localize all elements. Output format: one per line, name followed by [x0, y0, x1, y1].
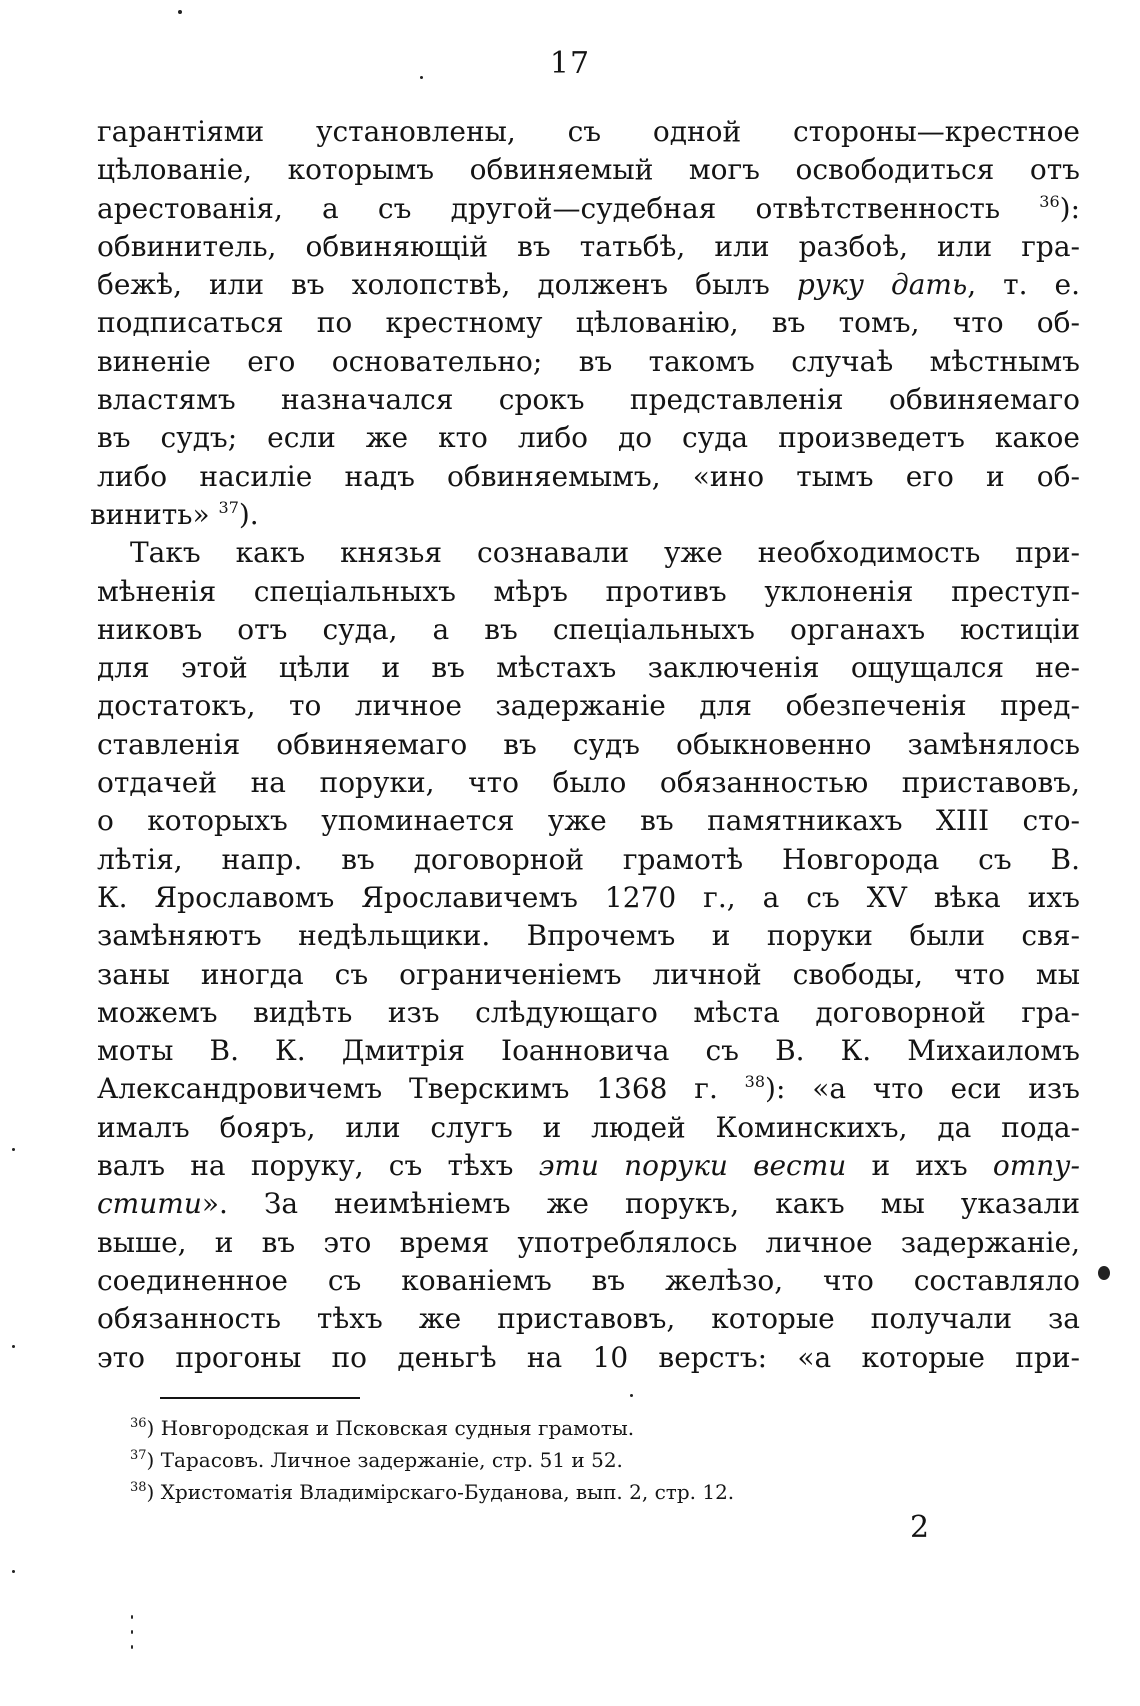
text-line	[97, 266, 1080, 304]
text-line	[97, 687, 1080, 725]
text-run: моты В. К. Дмитрія Іоанновича съ В. К. Михаиломъ	[97, 1034, 1080, 1068]
text-run: валъ на поруку, съ тѣхъ	[97, 1149, 539, 1183]
footnote-rule	[160, 1397, 360, 1399]
text-run: виненіе его основательно; въ такомъ случаѣ мѣстнымъ	[97, 344, 1080, 378]
footnote-ref: 37	[218, 497, 239, 517]
text-run: мѣненія спеціальныхъ мѣръ противъ уклоненія преступ-	[97, 574, 1080, 608]
text-line	[97, 917, 1080, 955]
page-number: 17	[549, 46, 591, 81]
text-line	[97, 841, 1080, 879]
text-run: отдачей на поруки, что было обязанностью приставовъ,	[97, 766, 1080, 800]
footnote-mark: 38	[130, 1480, 147, 1495]
footnote-ref: 38	[744, 1072, 766, 1092]
text-run: либо насиліе надъ обвиняемымъ, «ино тымъ его и об-	[97, 459, 1080, 493]
text-run: ималъ бояръ, или слугъ и людей Коминскихъ, да пода-	[97, 1110, 1080, 1144]
scan-speck	[12, 1345, 15, 1348]
scan-speck	[131, 1630, 133, 1634]
text-line	[97, 304, 1080, 342]
text-run: о которыхъ упоминается уже въ памятникахъ XIII сто-	[97, 804, 1080, 838]
footnote	[130, 1444, 990, 1476]
text-line	[97, 764, 1080, 802]
emphasis: отпу-	[992, 1149, 1080, 1183]
text-line	[97, 1185, 1080, 1223]
text-run: подписаться по крестному цѣлованію, въ томъ, что об-	[97, 306, 1080, 340]
footnote	[130, 1476, 990, 1508]
text-run: цѣлованіе, которымъ обвиняемый могъ освободиться отъ	[97, 153, 1080, 187]
scan-speck	[131, 1615, 133, 1619]
scan-speck	[131, 1645, 133, 1649]
text-line	[97, 726, 1080, 764]
scan-speck	[630, 1394, 633, 1397]
footnote-ref: 36	[1039, 191, 1060, 211]
text-run: бежѣ, или въ холопствѣ, долженъ былъ	[97, 268, 797, 302]
text-run: ).	[238, 497, 259, 531]
text-run: обвинитель, обвиняющій въ татьбѣ, или разбоѣ, или гра-	[97, 229, 1080, 263]
text-run: обязанность тѣхъ же приставовъ, которые получали за	[97, 1302, 1080, 1336]
text-line	[97, 1262, 1080, 1300]
text-line	[97, 190, 1080, 228]
scan-speck	[1098, 1266, 1110, 1280]
text-run: это прогоны по деньгѣ на 10 верстъ: «а которые при-	[97, 1340, 1080, 1374]
text-line	[97, 534, 1080, 572]
text-run: ): «а что еси изъ	[765, 1072, 1080, 1106]
text-line	[97, 1300, 1080, 1338]
text-line	[97, 994, 1080, 1032]
text-line	[97, 458, 1080, 496]
footnote-mark: 36	[130, 1416, 147, 1431]
text-run: , т. е.	[967, 268, 1080, 302]
text-line	[97, 1070, 1080, 1108]
text-line	[97, 573, 1080, 611]
footnote-text: ) Новгородская и Псковская судныя грамоты.	[146, 1416, 635, 1440]
text-run: можемъ видѣть изъ слѣдующаго мѣста договорной гра-	[97, 995, 1080, 1029]
text-line	[97, 956, 1080, 994]
text-run: ». За неимѣніемъ же порукъ, какъ мы указали	[201, 1187, 1080, 1221]
text-run: арестованія, а съ другой—судебная отвѣтственность	[97, 191, 1040, 225]
text-line	[97, 1339, 1080, 1377]
footnote	[130, 1412, 990, 1444]
signature-mark: 2	[910, 1510, 930, 1545]
text-run: достатокъ, то личное задержаніе для обезпеченія пред-	[97, 689, 1080, 723]
emphasis: стити	[97, 1187, 202, 1221]
text-run: К. Ярославомъ Ярославичемъ 1270 г., а съ XV вѣка ихъ	[97, 880, 1080, 914]
scan-speck	[420, 76, 423, 79]
text-run: Такъ какъ князья сознавали уже необходимость при-	[130, 536, 1080, 570]
text-run: гарантіями установлены, съ одной стороны—крестное	[97, 115, 1080, 148]
text-run: лѣтія, напр. въ договорной грамотѣ Новгорода съ В.	[97, 842, 1080, 876]
text-line	[97, 381, 1080, 419]
text-run: Александровичемъ Тверскимъ 1368 г.	[97, 1072, 745, 1106]
text-run: ):	[1059, 191, 1080, 225]
text-run: и ихъ	[846, 1149, 993, 1183]
text-line	[97, 649, 1080, 687]
text-run: винить»	[90, 497, 219, 531]
text-run: выше, и въ это время употреблялось личное задержаніе,	[97, 1225, 1080, 1259]
text-run: въ судъ; если же кто либо до суда произведетъ какое	[97, 421, 1080, 455]
text-line	[97, 879, 1080, 917]
text-run: для этой цѣли и въ мѣстахъ заключенія ощущался не-	[97, 651, 1080, 685]
emphasis: руку дать	[796, 268, 968, 302]
emphasis: эти поруки вести	[538, 1149, 847, 1183]
text-line	[97, 1224, 1080, 1262]
scan-speck	[12, 1570, 15, 1573]
text-line	[97, 151, 1080, 189]
text-line	[97, 113, 1080, 151]
text-line	[97, 1032, 1080, 1070]
text-line	[97, 1109, 1080, 1147]
text-line	[97, 228, 1080, 266]
text-line	[97, 419, 1080, 457]
text-run: властямъ назначался срокъ представленія обвиняемаго	[97, 383, 1080, 417]
text-run: ставленія обвиняемаго въ судъ обыкновенно замѣнялось	[97, 727, 1080, 761]
text-line	[97, 611, 1080, 649]
text-line	[90, 496, 1080, 534]
text-line	[97, 343, 1080, 381]
footnotes	[130, 1412, 990, 1508]
footnote-text: ) Христоматія Владимірскаго-Буданова, вып. 2, стр. 12.	[146, 1480, 735, 1504]
body-text	[90, 113, 1080, 1377]
scan-speck	[12, 1148, 15, 1151]
text-run: замѣняютъ недѣльщики. Впрочемъ и поруки были свя-	[97, 919, 1080, 953]
footnote-text: ) Тарасовъ. Личное задержаніе, стр. 51 и 52.	[146, 1448, 623, 1472]
footnote-mark: 37	[130, 1448, 147, 1463]
text-run: заны иногда съ ограниченіемъ личной свободы, что мы	[97, 957, 1080, 991]
text-run: никовъ отъ суда, а въ спеціальныхъ органахъ юстиціи	[97, 612, 1080, 646]
text-run: соединенное съ кованіемъ въ желѣзо, что составляло	[97, 1263, 1080, 1297]
text-line	[97, 1147, 1080, 1185]
scan-speck	[178, 10, 182, 14]
text-line	[97, 802, 1080, 840]
